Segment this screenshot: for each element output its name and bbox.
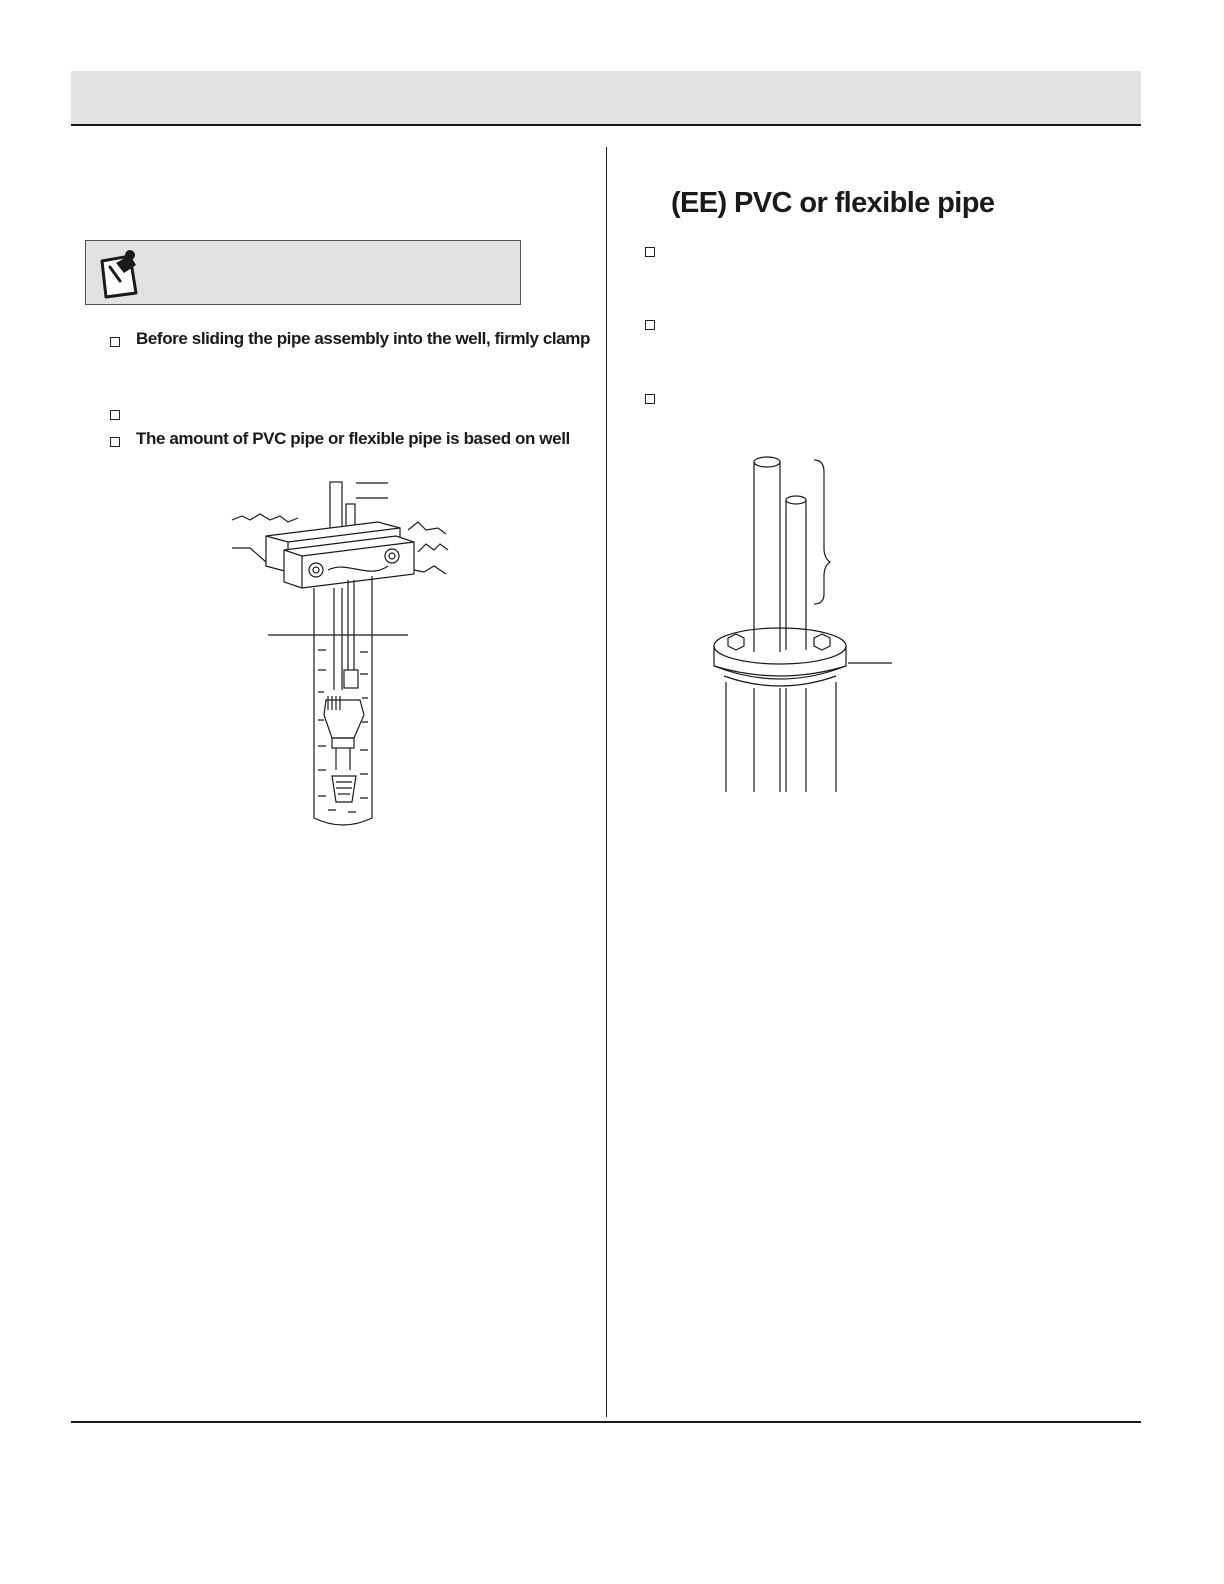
section-heading: (EE) PVC or flexible pipe	[671, 187, 995, 219]
checkbox-bullet	[645, 394, 655, 404]
well-clamp-illustration	[228, 470, 458, 830]
note-pushpin-icon	[96, 247, 146, 304]
header-band	[71, 71, 1141, 126]
checkbox-bullet	[110, 337, 120, 347]
bullet-text: The amount of PVC pipe or flexible pipe is based on well	[136, 429, 570, 448]
checkbox-bullet	[645, 247, 655, 257]
checkbox-bullet	[645, 320, 655, 330]
well-cap-illustration	[710, 452, 900, 792]
checkbox-bullet	[110, 437, 120, 447]
note-box	[85, 240, 521, 305]
bullet-text: Before sliding the pipe assembly into the well, firmly clamp	[136, 329, 591, 348]
column-divider	[606, 147, 607, 1417]
checkbox-bullet	[110, 410, 120, 420]
footer-rule	[71, 1421, 1141, 1423]
